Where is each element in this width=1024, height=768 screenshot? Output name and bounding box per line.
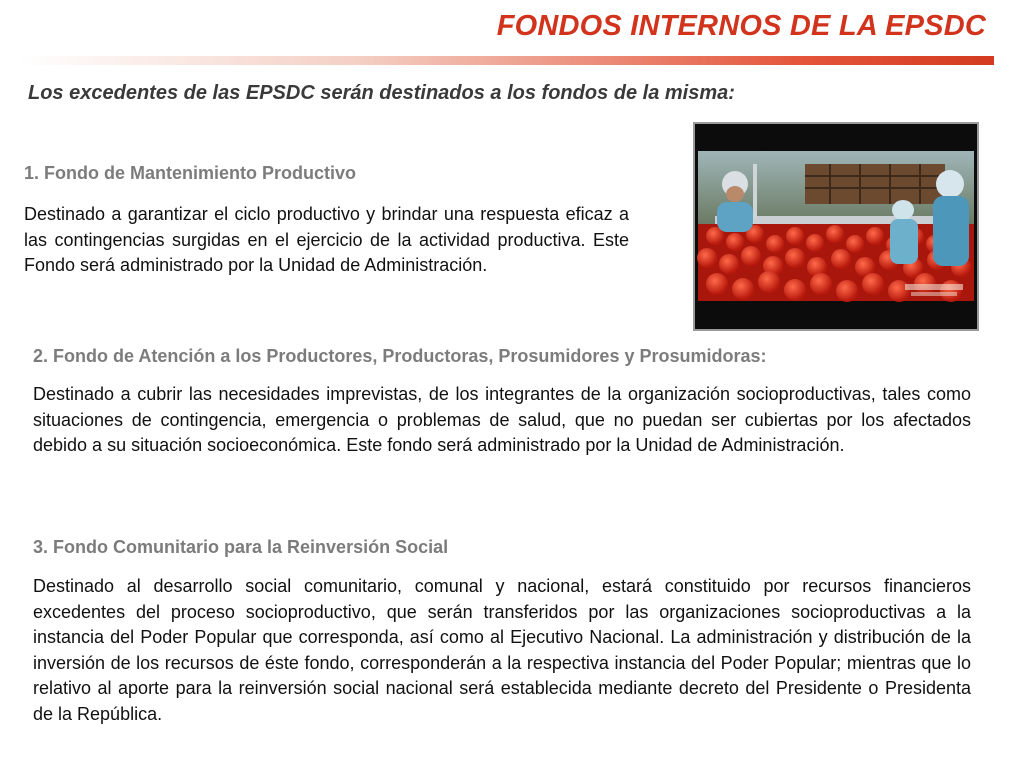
- section-2-number: 2.: [33, 346, 49, 366]
- page-title: FONDOS INTERNOS DE LA EPSDC: [496, 10, 986, 42]
- section-3-body: Destinado al desarrollo social comunitario, comunal y nacional, estará constituido por recursos financieros excedentes del proceso socioproductivo, que serán transferidos por las organizaciones socioproductivas a la instancia del Poder Popular que corresponda, así como al Ejecutivo Nacional. La administración y distribución de la inversión de los recursos de éste fondo, corresponderán a la respectiva instancia del Poder Popular; mientras que lo relativo al aporte para la reinversión social nacional será establecida mediante decreto del Presidente o Presidenta de la República.: [33, 576, 971, 724]
- title-underline: [18, 56, 994, 65]
- section-3-heading: [33, 537, 448, 558]
- section-3-number: 3.: [33, 537, 49, 557]
- section-1-heading: [24, 163, 356, 184]
- section-2-title: Fondo de Atención a los Productores, Productoras, Prosumidores y Prosumidoras:: [53, 346, 767, 366]
- section-2-heading: [33, 346, 767, 367]
- section-3-title: Fondo Comunitario para la Reinversión Social: [53, 537, 449, 557]
- page-subtitle: Los excedentes de las EPSDC serán destinados a los fondos de la misma:: [28, 82, 735, 104]
- photo-illustration: [695, 124, 977, 329]
- section-1-body: Destinado a garantizar el ciclo productivo y brindar una respuesta eficaz a las contingencias surgidas en el ejercicio de la actividad productiva. Este Fondo será administrado por la Unidad de Administración.: [24, 204, 629, 275]
- section-2-body: Destinado a cubrir las necesidades imprevistas, de los integrantes de la organización socioproductivas, tales como situaciones de contingencia, emergencia o problemas de salud, que no puedan ser cubiertas por los afectados debido a su situación socioeconómica. Este fondo será administrado por la Unidad de Administración.: [33, 384, 971, 455]
- section-1-title: Fondo de Mantenimiento Productivo: [44, 163, 357, 183]
- tomato-processing-photo: [693, 122, 979, 331]
- section-1-number: 1.: [24, 163, 40, 183]
